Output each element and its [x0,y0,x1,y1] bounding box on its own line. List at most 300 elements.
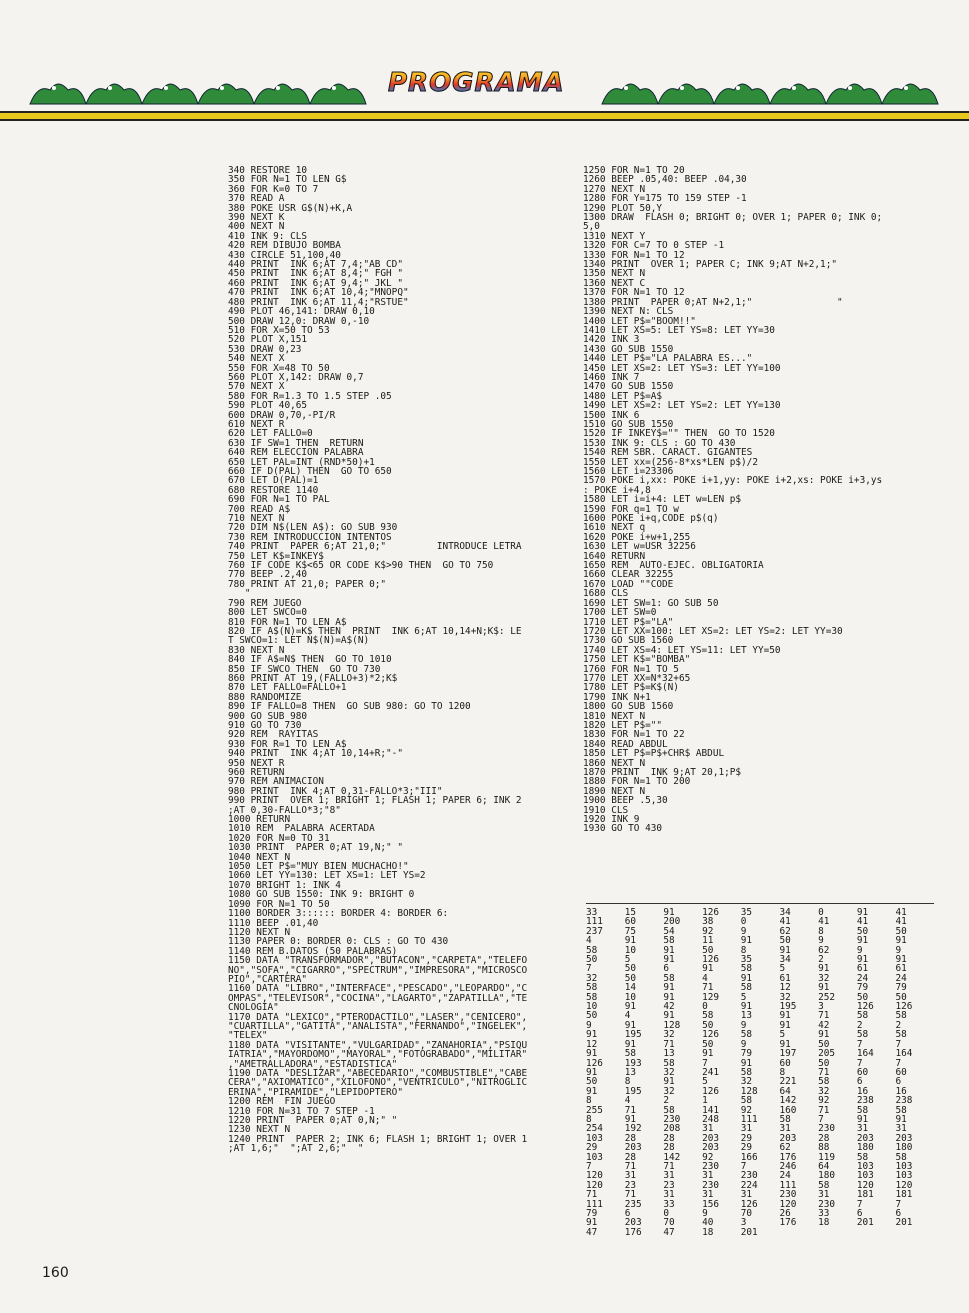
table-cell: 61 [779,972,791,984]
code-line: 1290 PLOT 50,Y [583,202,663,214]
code-line: 1300 DRAW FLASH 0; BRIGHT 0; OVER 1; PAPER 0; INK 0; [583,212,883,224]
table-cell: 195 [624,1085,642,1097]
table-cell: 9 [586,1019,592,1031]
table-cell: 92 [702,1151,714,1163]
table-cell: 71 [818,1010,830,1022]
code-line: 1450 LET XS=2: LET YS=3: LET YY=100 [583,362,781,374]
table-cell: 126 [740,1198,758,1210]
table-cell: 91 [779,1038,791,1050]
table-row [586,1059,934,1068]
table-cell: 58 [702,1010,714,1022]
table-cell: 58 [895,1151,907,1163]
table-cell: 58 [740,1095,753,1107]
table-cell: 0 [818,907,824,918]
table-row [586,927,934,936]
table-cell: 180 [818,1170,836,1182]
table-cell: 3 [740,1217,747,1229]
code-line: 1380 PRINT PAPER 0;AT N+2,1;" " [583,296,843,308]
table-cell: 230 [740,1170,758,1182]
table-cell: 12 [779,982,791,994]
code-line: 1310 NEXT Y [583,230,646,242]
table-cell: 58 [740,982,753,994]
table-cell: 128 [663,1019,681,1031]
table-row [586,955,934,964]
table-cell: 7 [895,1038,902,1050]
table-cell: 120 [779,1198,797,1210]
table-cell: 61 [856,963,869,975]
table-cell: 50 [856,925,869,937]
table-cell [857,1228,896,1237]
table-cell: 254 [586,1123,603,1135]
code-line: 920 REM RAYITAS [228,729,319,741]
table-cell: 71 [818,1066,830,1078]
table-cell: 7 [702,1057,708,1069]
code-line: 460 PRINT INK 6;AT 9,4;" JKL " [228,277,403,289]
table-cell: 28 [624,1132,636,1144]
code-line: 520 PLOT X,151 [228,334,308,346]
table-cell: 60 [779,1057,791,1069]
table-cell: 91 [624,1001,636,1013]
table-cell: 91 [818,1029,830,1041]
code-line: 1150 DATA "TRANSFORMADOR","BUTACON","CARPETA","TELEFO [228,955,528,967]
table-cell: 7 [856,1057,863,1069]
table-cell: 176 [624,1226,642,1238]
code-line: 1520 IF INKEY$="" THEN GO TO 1520 [583,428,775,440]
table-row [586,1171,934,1180]
table-cell: 18 [818,1217,830,1229]
table-cell: 91 [663,991,675,1003]
code-line: 690 FOR N=1 TO PAL [228,494,330,506]
table-cell: 13 [740,1010,753,1022]
table-cell: 255 [586,1104,603,1116]
table-cell: 31 [779,1123,791,1135]
table-cell: 2 [663,1095,670,1107]
table-row [586,908,934,917]
table-cell: 129 [702,991,719,1003]
table-cell: 10 [624,944,636,956]
table-cell: 237 [586,925,603,937]
code-line: 500 DRAW 12,0: DRAW 0,-10 [228,315,370,327]
code-line: 1600 POKE i+q,CODE p$(q) [583,513,719,525]
table-cell: 252 [818,991,836,1003]
table-cell: 7 [818,1113,824,1125]
code-line: 660 IF D(PAL) THEN GO TO 650 [228,466,392,477]
code-line: 610 NEXT R [228,418,285,430]
table-cell: 238 [856,1095,874,1107]
table-cell: 224 [740,1179,758,1191]
table-cell: 4 [702,972,708,984]
code-line: 750 LET K$=INKEY$ [228,550,324,562]
code-line: 1400 LET P$="BOOM!!" [583,315,696,327]
table-cell: 58 [663,1057,675,1069]
table-cell: 10 [624,991,636,1003]
table-cell: 91 [702,963,714,975]
table-cell: 91 [624,1019,636,1031]
code-line: 1410 LET XS=5: LET YS=8: LET YY=30 [583,324,775,336]
table-cell: 79 [586,1208,598,1219]
table-cell: 71 [624,1160,636,1172]
code-line: "TELEX" [228,1030,268,1042]
code-line: 1890 NEXT N [583,785,646,797]
code-line: 1180 DATA "VISITANTE","VULGARIDAD","ZANAHORIA","PSIQU [228,1039,528,1051]
table-cell: 126 [586,1057,603,1069]
data-table-divider [586,903,934,904]
table-cell: 23 [624,1179,636,1191]
code-line: T SWCO=1: LET N$(N)=A$(N) [228,635,370,647]
table-cell: 230 [702,1160,719,1172]
table-cell: 32 [818,1085,830,1097]
table-cell: 50 [586,1076,598,1088]
table-cell: 14 [624,982,636,994]
table-cell: 28 [624,1151,636,1163]
table-cell: 31 [663,1189,675,1201]
table-cell: 0 [740,916,747,928]
code-line: 940 PRINT INK 4;AT 10,14+R;"-" [228,748,403,760]
table-cell: 41 [779,916,791,928]
table-cell: 58 [895,1010,907,1022]
table-cell: 8 [740,944,747,956]
code-line: 720 DIM N$(LEN A$): GO SUB 930 [228,522,398,534]
code-line: 650 LET PAL=INT (RND*50)+1 [228,456,375,468]
table-cell: 31 [740,1123,753,1135]
table-cell: 70 [663,1217,675,1229]
table-cell: 31 [856,1123,869,1135]
table-cell: 62 [779,925,791,937]
table-cell: 16 [856,1085,869,1097]
table-cell: 6 [663,963,670,975]
table-cell: 91 [586,1217,598,1229]
table-cell: 91 [663,1010,675,1022]
code-line: 340 RESTORE 10 [228,165,308,176]
table-cell: 42 [818,1019,830,1031]
table-cell: 142 [663,1151,681,1163]
table-cell: 230 [702,1179,719,1191]
table-cell: 58 [895,1104,907,1116]
code-line: 440 PRINT INK 6;AT 7,4;"AB CD" [228,259,403,271]
table-cell: 71 [702,982,714,994]
table-cell: 203 [702,1132,719,1144]
table-cell: 205 [818,1048,836,1060]
table-cell: 23 [663,1179,675,1191]
code-line: 680 RESTORE 1140 [228,484,319,496]
code-line: 490 PLOT 46,141: DRAW 0,10 [228,306,375,318]
code-line: 1430 GO SUB 1550 [583,343,674,355]
table-cell [896,1228,935,1237]
table-cell: 141 [702,1104,719,1116]
table-cell: 91 [624,935,636,947]
table-cell: 192 [624,1123,642,1135]
table-cell: 111 [779,1179,797,1191]
code-line: 1080 GO SUB 1550: INK 9: BRIGHT 0 [228,889,415,901]
code-line: 1020 FOR N=0 TO 31 [228,832,330,844]
table-cell: 91 [586,1029,598,1041]
table-cell: 31 [624,1170,636,1182]
code-line: 910 GO TO 730 [228,719,302,731]
code-line: 960 RETURN [228,767,285,778]
table-cell: 28 [818,1132,830,1144]
code-line: 1120 NEXT N [228,926,291,938]
table-cell: 58 [586,991,598,1003]
table-cell: 32 [779,991,791,1003]
table-cell: 200 [663,916,681,928]
table-cell: 120 [586,1179,603,1191]
table-cell: 50 [856,991,869,1003]
code-line: 1460 INK 7 [583,371,640,383]
table-cell: 111 [586,916,603,928]
table-cell: 31 [663,1170,675,1182]
table-row [586,1030,934,1039]
table-cell: 9 [818,935,824,947]
code-line: 1090 FOR N=1 TO 50 [228,898,330,910]
table-cell: 11 [702,935,714,947]
table-cell: 7 [895,1057,902,1069]
table-row [586,1153,934,1162]
table-cell: 91 [624,1113,636,1125]
code-line: ;AT 1,6;" ";AT 2,6;" " [228,1143,364,1155]
table-cell: 91 [856,954,869,966]
table-cell: 33 [818,1208,830,1219]
table-cell: 5 [702,1076,708,1088]
code-line: 1760 FOR N=1 TO 5 [583,663,679,675]
table-cell: 50 [624,963,636,975]
page-number: 160 [42,1265,69,1281]
code-line: 600 DRAW 0,70,-PI/R [228,409,336,421]
code-line: CNOLOGIA" [228,1002,279,1014]
data-table [586,908,934,1237]
table-cell: 92 [740,1104,753,1116]
table-cell: 176 [779,1217,797,1229]
table-cell: 26 [779,1208,791,1219]
table-row [586,1143,934,1152]
table-cell: 91 [856,1113,869,1125]
table-cell: 91 [586,1048,598,1060]
table-cell: 91 [702,1048,714,1060]
code-line: "CUARTILLA","GATITA","ANALISTA","FERNANDO","INGELEK", [228,1020,528,1032]
table-cell: 40 [702,1217,714,1229]
table-cell: 50 [586,1010,598,1022]
code-line: 510 FOR X=50 TO 53 [228,324,330,336]
code-line: 1500 INK 6 [583,409,640,421]
code-line: 1210 FOR N=31 TO 7 STEP -1 [228,1105,375,1117]
table-cell: 79 [856,982,869,994]
table-cell: 3 [818,1001,824,1013]
code-line: 580 FOR R=1.3 TO 1.5 STEP .05 [228,390,392,402]
table-cell: 181 [856,1189,874,1201]
table-cell: 230 [663,1113,681,1125]
code-line: 1870 PRINT INK 9;AT 20,1;P$ [583,767,742,778]
table-cell: 246 [779,1160,797,1172]
table-cell: 164 [895,1048,913,1060]
page-title: PROGRAMA [388,68,565,98]
table-cell: 41 [895,907,907,918]
table-cell: 111 [586,1198,603,1210]
table-cell: 79 [740,1048,753,1060]
table-cell: 9 [740,925,747,937]
table-cell: 61 [895,963,907,975]
code-line: 1630 LET w=USR 32256 [583,541,696,553]
code-line: 810 FOR N=1 TO LEN A$ [228,616,347,628]
code-line: 880 RANDOMIZE [228,691,302,703]
code-line: 1490 LET XS=2: LET YS=2: LET YY=130 [583,400,781,412]
table-cell: 15 [624,907,636,918]
table-cell: 4 [586,935,592,947]
code-listing-left [228,166,527,1154]
table-cell: 8 [586,1095,592,1107]
table-cell: 5 [779,963,786,975]
code-line: 1030 PRINT PAPER 0;AT 19,N;" " [228,842,403,854]
code-line: 360 FOR K=0 TO 7 [228,183,319,195]
code-line: 890 IF FALLO=8 THEN GO SUB 980: GO TO 1200 [228,701,471,713]
table-cell: 91 [856,907,869,918]
code-line: 1660 CLEAR 32255 [583,569,674,581]
table-cell: 31 [702,1123,714,1135]
table-cell: 50 [895,991,907,1003]
code-line: ;AT 0,30-FALLO*3;"8" [228,804,341,816]
code-line: 1330 FOR N=1 TO 12 [583,249,685,261]
code-line: 1060 LET YY=130: LET XS=1: LET YS=2 [228,870,426,882]
table-cell: 126 [702,907,719,918]
code-line: 450 PRINT INK 6;AT 8,4;" FGH " [228,268,403,280]
code-line: 1160 DATA "LIBRO","INTERFACE","PESCADO","LEOPARDO","C [228,983,528,995]
code-line: 620 LET FALLO=0 [228,428,313,440]
table-cell: 230 [818,1123,836,1135]
table-cell: 50 [702,1038,714,1050]
table-cell: 180 [895,1142,913,1154]
table-cell: 103 [895,1170,913,1182]
code-line: 1170 DATA "LEXICO","PTERODACTILO","LASER","CENICERO", [228,1011,528,1023]
code-line: 1270 NEXT N [583,183,646,195]
table-row [586,1181,934,1190]
code-line: 1810 NEXT N [583,710,646,722]
table-cell: 91 [818,982,830,994]
table-cell: 64 [818,1160,830,1172]
table-cell: 120 [586,1170,603,1182]
table-cell: 58 [818,1076,830,1088]
table-cell: 64 [779,1085,791,1097]
table-cell: 91 [663,1076,675,1088]
code-line: 740 PRINT PAPER 6;AT 21,0;" INTRODUCE LETRA [228,541,522,553]
table-cell: 9 [856,944,863,956]
table-row [586,974,934,983]
table-cell: 32 [740,1076,753,1088]
code-line: 700 READ A$ [228,503,291,515]
code-line: 850 IF SWCO THEN GO TO 730 [228,663,381,675]
table-cell: 203 [779,1132,797,1144]
code-line: 1480 LET P$=A$ [583,390,663,402]
code-line: 1000 RETURN [228,814,291,826]
table-cell: 248 [702,1113,719,1125]
table-cell: 79 [895,982,907,994]
header-rule [0,111,969,121]
table-cell: 71 [663,1160,675,1172]
code-line: ERINA","PIRAMIDE","LEPIDOPTERO" [228,1086,403,1098]
table-cell: 120 [895,1179,913,1191]
table-row [586,1096,934,1105]
code-line: 550 FOR X=48 TO 50 [228,362,330,374]
table-cell: 31 [740,1189,753,1201]
table-cell: 6 [856,1208,863,1219]
table-cell: 50 [702,1019,714,1031]
table-cell: 238 [895,1095,913,1107]
table-cell [779,1228,818,1237]
table-cell: 29 [740,1132,753,1144]
code-line: 1100 BORDER 3:::::: BORDER 4: BORDER 6: [228,908,449,920]
code-line: 1360 NEXT C [583,277,646,289]
table-cell: 13 [624,1066,636,1078]
code-line: 1320 FOR C=7 TO 0 STEP -1 [583,240,725,252]
code-line: 1390 NEXT N: CLS [583,306,674,318]
table-cell: 6 [895,1076,902,1088]
code-line: : POKE i+4,8 [583,484,651,496]
table-cell: 201 [740,1226,758,1238]
table-cell: 9 [740,1019,747,1031]
table-cell: 6 [895,1208,902,1219]
table-cell: 7 [740,1160,747,1172]
code-line: 1110 BEEP .01,40 [228,917,319,929]
table-cell: 111 [740,1113,758,1125]
table-cell: 103 [586,1151,603,1163]
table-cell: 32 [663,1066,675,1078]
table-cell: 38 [702,916,714,928]
table-cell: 92 [702,925,714,937]
code-line: 800 LET SWCO=0 [228,607,308,619]
table-cell: 103 [586,1132,603,1144]
table-cell: 203 [895,1132,913,1144]
table-cell: 41 [895,916,907,928]
code-line: 950 NEXT R [228,757,285,769]
table-cell: 241 [702,1066,719,1078]
table-cell: 32 [818,972,830,984]
table-cell: 50 [818,1057,830,1069]
table-row [586,917,934,926]
code-line: 1230 NEXT N [228,1124,291,1136]
table-cell: 91 [663,982,675,994]
table-cell: 176 [779,1151,797,1163]
table-cell: 119 [818,1151,836,1163]
code-line: 790 REM JUEGO [228,597,302,609]
code-line: 1250 FOR N=1 TO 20 [583,165,685,176]
table-cell: 58 [586,944,598,956]
code-line: 970 REM ANIMACION [228,776,324,788]
table-cell [818,1228,857,1237]
table-cell: 58 [856,1010,869,1022]
code-line: 1550 LET xx=(256-8*xs*LEN p$)/2 [583,456,758,468]
table-cell: 7 [586,1160,592,1172]
table-cell: 41 [856,916,869,928]
table-cell: 31 [702,1189,714,1201]
code-line: 470 PRINT INK 6;AT 10,4;"MNOPQ" [228,287,409,299]
table-cell: 5 [740,991,747,1003]
table-cell: 75 [624,925,636,937]
table-cell: 91 [740,1001,753,1013]
code-line: 1470 GO SUB 1550 [583,381,674,393]
code-line: 1070 BRIGHT 1: INK 4 [228,879,341,891]
table-cell: 33 [586,907,598,918]
table-cell: 91 [895,935,907,947]
table-cell: 71 [624,1104,636,1116]
table-row [586,1087,934,1096]
table-cell: 5 [779,1029,786,1041]
code-line: 540 NEXT X [228,353,285,365]
code-line: CERA","AXIOMATICO","XILOFONO","VENTRICULO","NITROGLIC [228,1077,528,1089]
table-cell: 35 [740,907,753,918]
table-cell: 91 [856,935,869,947]
table-cell: 203 [856,1132,874,1144]
code-line: 1650 REM AUTO-EJEC. OBLIGATORIA [583,560,764,572]
code-line: 1850 LET P$=P$+CHR$ ABDUL [583,748,725,760]
table-cell: 91 [779,944,791,956]
code-line: 1720 LET XX=100: LET XS=2: LET YS=2: LET YY=30 [583,625,843,637]
